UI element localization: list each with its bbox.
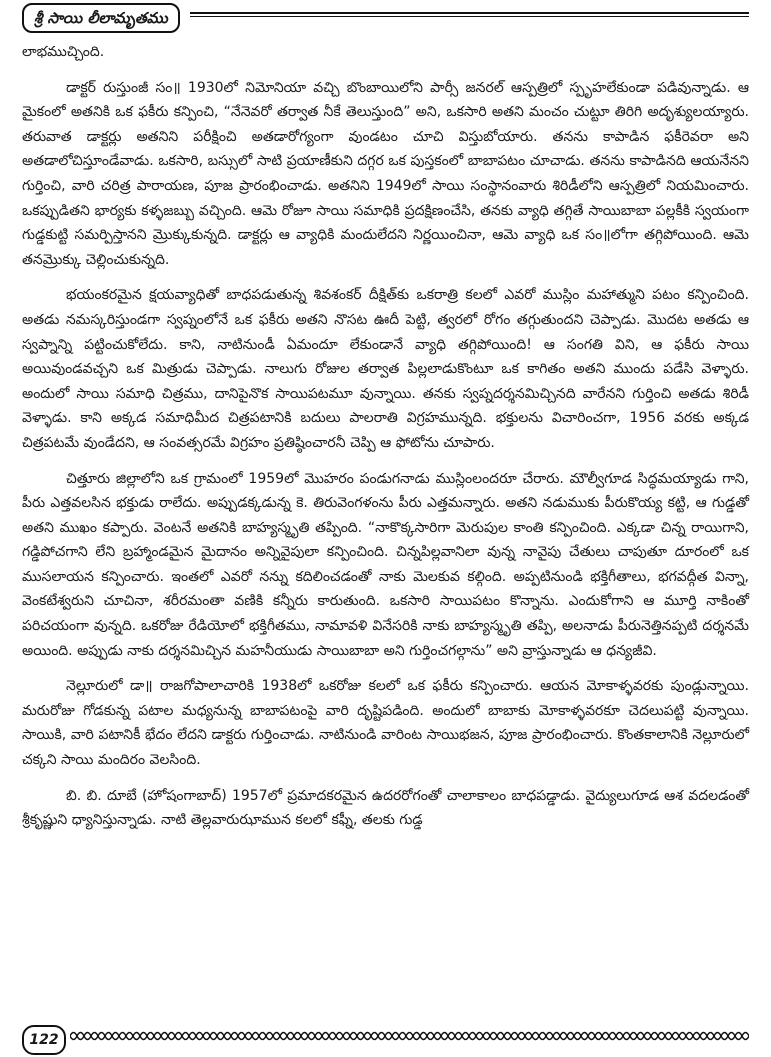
paragraph-dikshit: భయంకరమైన క్షయవ్యాధితో బాధపడుతున్న శివశంకర్ దీక్షిత్‌కు ఒకరాత్రి కలలో ఎవరో ముస్లిం మహాత్ముని పటం కన్పించింది. అతడు నమస్కరిస్తుండగా స్వప్నంలోనే ఒక ఫకీరు అతని నొసట ఊదీ పెట్టి, త్వరలో రోగం తగ్గుతుందని చెప్పాడు. మొదట అతడు ఆ స్వప్నాన్ని పట్టించుకోలేదు. కాని, నాటినుండీ ఏమందూ లేకుండానే వ్యాధి తగ్గిపోయింది! ఆ సంగతి విని, ఆ ఫకీరు సాయి అయివుండవచ్చని ఒక మిత్రుడు చెప్పాడు. నాలుగు రోజుల తర్వాత పిల్లలాడుకొంటూ ఒక కాగితం అతని ముందు పడేసి వెళ్ళారు. అందులో సాయి సమాధి చిత్రము, దానిపైనొక సాయిపటమూ వున్నాయి. తనకు స్వప్నదర్శనమిచ్చినది వారేనని గుర్తించి అతడు శిరిడీ వెళ్ళాడు. కాని అక్కడ సమాధిమీద చిత్రపటానికి బదులు పాలరాతి విగ్రహమున్నది. భక్తులను విచారించగా, 1956 వరకు అక్కడ చిత్రపటమే వుండేదని, ఆ సంవత్సరమే విగ్రహం ప్రతిష్ఠించారనీ చెప్పి ఆ ఫోటోను చూపారు. bbox=[22, 287, 749, 451]
paragraph-rustumji: డాక్టర్ రుస్తుంజీ సం॥ 1930లో నిమోనియా వచ్చి బొంబాయిలోని పార్సీ జనరల్ ఆస్పత్రిలో స్పృహలేకుండా పడివున్నాడు. ఆ మైకంలో అతనికి ఒక ఫకీరు కన్పించి, “నేనెవరో తర్వాత నీకే తెలుస్తుంది” అని, ఒకసారి అతని మంచం చుట్టూ తిరిగి అదృశ్యులయ్యారు. తరువాత డాక్టర్లు అతనిని పరీక్షించి అతడారోగ్యంగా వుండటం చూచి విస్తుబోయారు. తనను కాపాడిన ఫకీరెవరా అని అతడాలోచిస్తూండేవాడు. ఒకసారి, బస్సులో సాటి ప్రయాణీకుని దగ్గర ఒక పుస్తకంలో బాబాపటం చూచాడు. తనను కాపాడినది ఆయనేనని గుర్తించి, వారి చరిత్ర పారాయణ, పూజ ప్రారంభించాడు. అతనిని 1949లో సాయి సంస్థానంవారు శిరిడీలోని ఆస్పత్రిలో నియమించారు. ఒకప్పుడితని భార్యకు కళ్ళజబ్బు వచ్చింది. ఆమె రోజూ సాయి సమాధికి ప్రదక్షిణంచేసి, తనకు వ్యాధి తగ్గితే సాయిబాబా పల్లకీకి స్వయంగా గుడ్డకుట్టి సమర్పిస్తానని మ్రొక్కుకున్నది. డాక్టర్లు ఆ వ్యాధికి మందులేదని నిర్ణయించినా, ఆమె వ్యాధి ఒక సం॥లోగా తగ్గిపోయింది. ఆమె తనమ్రొక్కు చెల్లించుకున్నది. bbox=[22, 79, 749, 268]
paragraph-nellore: నెల్లూరులో డా॥ రాజగోపాలాచారికి 1938లో ఒకరోజు కలలో ఒక ఫకీరు కన్పించారు. ఆయన మోకాళ్ళవరకు పుండ్లున్నాయి. మరురోజు గోడకున్న పటాల మధ్యనున్న బాబాపటంపై వారి దృష్టిపడింది. అందులో బాబాకు మోకాళ్ళవరకూ చెదలుపట్టి వున్నాయి. సాయికి, వారి పటానికీ భేదం లేదని డాక్టరు గుర్తించాడు. నాటినుండి వారింట సాయిభజన, పూజ ప్రారంభించారు. కొంతకాలానికి నెల్లూరులో చక్కని సాయి మందిరం వెలసింది. bbox=[22, 678, 749, 769]
paragraph-dube: బి. బి. దూబే (హోషంగాబాద్) 1957లో ప్రమాదకరమైన ఉదరరోగంతో చాలాకాలం బాధపడ్డాడు. వైద్యులుగూడ ఆశ వదలడంతో శ్రీకృష్ణుని ధ్యానిస్తున్నాడు. నాటి తెల్లవారుఝామున కలలో కఫ్నీ, తలకు గుడ్డ bbox=[22, 787, 749, 829]
decorative-border bbox=[70, 1029, 749, 1043]
paragraph-continuation: లాభముచ్చింది. bbox=[22, 44, 105, 60]
paragraph-chittoor: చిత్తూరు జిల్లాలోని ఒక గ్రామంలో 1959లో మొహరం పండుగనాడు ముస్లింలందరూ చేరారు. మౌల్వీగూడ సిద్ధమయ్యాడు గాని, పీరు ఎత్తవలసిన భక్తుడు రాలేదు. అప్పుడక్కడున్న కె. తిరువెంగళంను పీరు ఎత్తమన్నారు. అతని నడుముకు పీరుకొయ్య కట్టి, ఆ గుడ్డతో అతని ముఖం కప్పారు. వెంటనే అతనికి బాహ్యస్మృతి తప్పింది. “నాకొక్కసారిగా మెరుపుల కాంతి కన్పించింది. ఎక్కడా చిన్న రాయిగాని, గడ్డిపోచగాని లేని బ్రహ్మాండమైన మైదానం అన్నివైపులా కన్పించింది. చిన్నపిల్లవానిలా వున్న నావైపు చేతులు చాపుతూ దూరంలో ఒక ముసలాయన కన్పించారు. ఇంతలో ఎవరో నన్ను కదిలించడంతో నాకు మెలకువ కల్గింది. అప్పటినుండి భక్తిగీతాలు, భగవద్గీత విన్నా, వెంకటేశ్వరుని చూచినా, శరీరమంతా వణికి కన్నీరు కారుతుంది. ఒకసారి సాయిపటం కొన్నాను. ఎందుకోగాని ఆ మూర్తి నాకింతో పరిచయంగా వున్నది. ఒకరోజు రేడియోలో భక్తిగీతము, నామావళి వినేసరికి నాకు బాహ్యస్మృతి తప్పి, అలనాడు పీరునెత్తినప్పటి దర్శనమే అయింది. అప్పుడు నాకు దర్శనమిచ్చిన మహనీయుడు సాయిబాబా అని గుర్తించగల్గాను” అని వ్రాస్తున్నాడు ఆ ధన్యజీవి. bbox=[22, 470, 749, 659]
page-header bbox=[0, 0, 771, 34]
header-rule bbox=[190, 12, 749, 17]
decorative-border-pattern bbox=[70, 1029, 749, 1043]
book-title: శ్రీ సాయి లీలామృతము bbox=[22, 3, 180, 33]
page-footer bbox=[0, 1022, 771, 1057]
page-body bbox=[22, 40, 749, 844]
page-number: 122 bbox=[22, 1025, 66, 1055]
